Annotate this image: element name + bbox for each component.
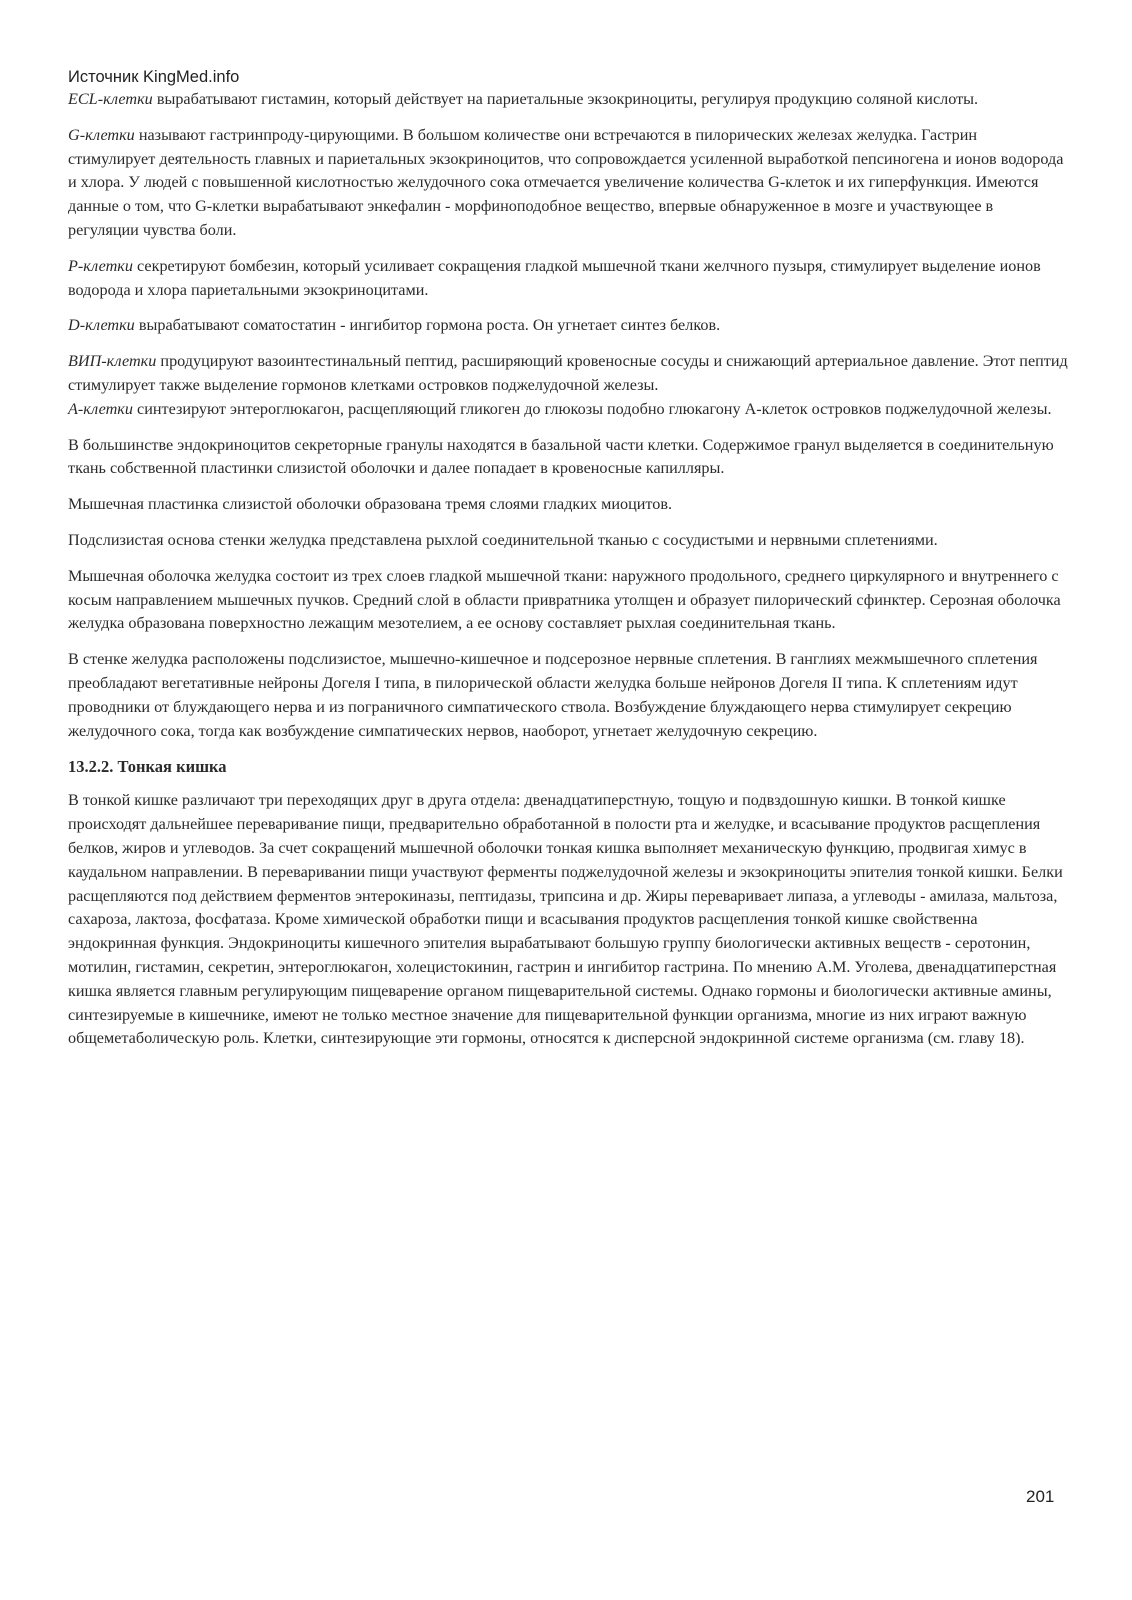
paragraph-g-cells: [68, 124, 1068, 243]
paragraph-submucosa: [68, 529, 1068, 553]
page-number: 201: [1026, 1487, 1055, 1506]
paragraph-text: Мышечная оболочка желудка состоит из трех слоев гладкой мышечной ткани: наружного продольного, среднего циркулярного и внутреннего с косым направлением мышечных пучков. Средний слой в области привратника утолщен и образует пилорический сфинктер. Серозная оболочка желудка образована поверхностно лежащим мезотелием, а ее основу составляет рыхлая соединительная ткань.: [68, 566, 1061, 633]
source-label: Источник KingMed.info: [68, 68, 240, 86]
paragraph-text: В большинстве эндокриноцитов секреторные гранулы находятся в базальной части клетки. Содержимое гранул выделяется в соединительную ткань собственной пластинки слизистой оболочки и далее попадает в кровеносные капилляры.: [68, 435, 1054, 478]
paragraph-lead-term: А-клетки: [68, 399, 133, 418]
paragraph-d-cells: [68, 314, 1068, 338]
paragraph-lead-term: ВИП-клетки: [68, 352, 157, 371]
paragraph-nerve-plexuses: [68, 648, 1068, 743]
paragraph-text: синтезируют энтероглюкагон, расщепляющий гликоген до глюкозы подобно глюкагону А-клеток островков поджелудочной железы.: [132, 399, 1052, 418]
section-heading: 13.2.2. Тонкая кишка: [68, 757, 227, 777]
paragraph-a-cells: [68, 398, 1068, 422]
paragraph-lead-term: ECL-клетки: [68, 90, 153, 108]
paragraph-text: продуцируют вазоинтестинальный пептид, расширяющий кровеносные сосуды и снижающий артериальное давление. Этот пептид стимулирует также выделение гормонов клетками островков поджелудочной железы.: [68, 352, 1068, 394]
document-page: [68, 66, 1068, 1063]
paragraph-muscularis-mucosae: [68, 493, 1068, 517]
paragraph-text: В стенке желудка расположены подслизистое, мышечно-кишечное и подсерозное нервные сплетения. В ганглиях межмышечного сплетения преобладают вегетативные нейроны Догеля I типа, в пилорической области желудка больше нейронов Догеля II типа. К сплетениям идут проводники от блуждающего нерва и из пограничного симпатического ствола. Возбуждение блуждающего нерва стимулирует секрецию желудочного сока, тогда как возбуждение симпатических нервов, наоборот, угнетает желудочную секрецию.: [68, 650, 1038, 740]
paragraph-text: называют гастринпроду-цирующими. В большом количестве они встречаются в пилорических железах желудка. Гастрин стимулирует деятельность главных и париетальных экзокриноцитов, что сопровождается усиленной выработкой пепсиногена и ионов водорода и хлора. У людей с повышенной кислотностью желудочного сока отмечается увеличение количества G-клеток и их гиперфункция. Имеются данные о том, что G-клетки вырабатывают энкефалин - морфиноподобное вещество, впервые обнаруженное в мозге и участвующее в регуляции чувства боли.: [68, 125, 1064, 239]
paragraph-text: вырабатывают соматостатин - ингибитор гормона роста. Он угнетает синтез белков.: [134, 316, 721, 335]
paragraph-small-intestine: [68, 789, 1068, 1051]
paragraph-secretory-granules: [68, 434, 1068, 482]
paragraph-p-cells: [68, 255, 1068, 303]
paragraph-text: Мышечная пластинка слизистой оболочки образована тремя слоями гладких миоцитов.: [68, 495, 673, 514]
paragraph-vip-cells: [68, 350, 1068, 398]
paragraph-ecl-cells: [68, 88, 1068, 112]
paragraph-text: Подслизистая основа стенки желудка представлена рыхлой соединительной тканью с сосудистыми и нервными сплетениями.: [68, 530, 938, 549]
paragraph-lead-term: Р-клетки: [68, 256, 133, 275]
paragraph-text: В тонкой кишке различают три переходящих друг в друга отдела: двенадцатиперстную, тощую и подвздошную кишки. В тонкой кишке происходят дальнейшее переваривание пищи, предварительно обработанной в полости рта и желудке, и всасывание продуктов расщепления белков, жиров и углеводов. За счет сокращений мышечной оболочки тонкая кишка выполняет механическую функцию, продвигая химус в каудальном направлении. В переваривании пищи участвуют ферменты поджелудочной железы и экзокриноциты эпителия тонкой кишки. Белки расщепляются под действием ферментов энтерокиназы, пептидазы, трипсина и др. Жиры переваривает липаза, а углеводы - амилаза, мальтоза, сахароза, лактоза, фосфатаза. Кроме химической обработки пищи и всасывания продуктов расщепления тонкой кишке свойственна эндокринная функция. Эндокриноциты кишечного эпителия вырабатывают большую группу биологически активных веществ - серотонин, мотилин, гистамин, секретин, энтероглюкагон, холецистокинин, гастрин и ингибитор гастрина. По мнению А.М. Уголева, двенадцатиперстная кишка является главным регулирующим пищеварение органом пищеварительной системы. Однако гормоны и биологически активные амины, синтезируемые в кишечнике, имеют не только местное значение для пищеварительной функции организма, многие из них играют важную общеметаболическую роль. Клетки, синтезирующие эти гормоны, относятся к дисперсной эндокринной системе организма (см. главу 18).: [68, 791, 1063, 1048]
paragraph-muscular-layer: [68, 565, 1068, 636]
paragraph-text: секретируют бомбезин, который усиливает сокращения гладкой мышечной ткани желчного пузыря, стимулирует выделение ионов водорода и хлора париетальными экзокриноцитами.: [68, 256, 1041, 299]
paragraph-lead-term: D-клетки: [68, 316, 135, 335]
paragraph-lead-term: G-клетки: [68, 125, 135, 144]
paragraph-text: вырабатывают гистамин, который действует на париетальные экзокриноциты, регулируя продукцию соляной кислоты.: [152, 90, 979, 108]
